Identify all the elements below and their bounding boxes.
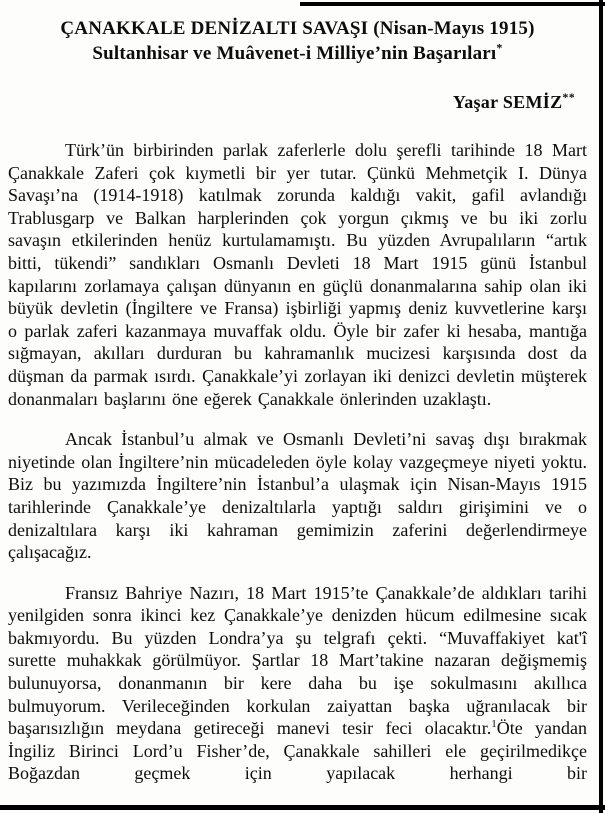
article-title-line1: ÇANAKKALE DENİZALTI SAVAŞI (Nisan-Mayıs 1915) [60,18,535,39]
article-title-line2 [8,41,587,66]
author-footnote-marker: ** [562,90,575,104]
paragraph-3-text-cont: Öte yandan İngiliz Birinci Lord’u Fisher’de, Çanakkale sahilleri ele geçirilmedikçe Boğazdan geçmek için yapılacak herhangi bir [8,718,588,784]
page-content [8,0,587,785]
paragraph-3-text: Fransız Bahriye Nazırı, 18 Mart 1915’te Çanakkale’de aldıkları tarihi yenilgiden sonra ikinci kez Çanakkale’ye denizden hücum edilmesine sıcak bakmıyordu. Bu yüzden Londra’ya şu telgrafı çekti. “Muvaffakiyet kat'î surette muhakkak görülmüyor. Şartlar 18 Mart’takine nazaran değişmemiş bulunuyorsa, donanmanın bir kere daha bu işe sokulmasını akıllıca bulmuyorum. Verileceğinden korkulan zaiyattan başka uğranılacak bir başarısızlığın meydana getireceği manevi tesir feci olacaktır. [8,582,587,739]
author-line [8,92,587,113]
scan-border-bottom [0,805,605,810]
footnote-ref-1: 1 [491,718,497,731]
paragraph-2: Ancak İstanbul’u almak ve Osmanlı Devleti’ni savaş dışı bırakmak niyetinde olan İngiltere’nin mücadeleden öyle kolay vazgeçmeye niyeti yoktu. Biz bu yazımızda İngiltere’nin İstanbul’a ulaşmak için Nisan-Mayıs 1915 tarihlerinde Çanakkale’ye denizaltılarla yaptığı saldırı girişimini ve o denizaltılara karşı iki kahraman gemimizin zaferini değerlendirmeye çalışacağız. [8,429,587,563]
paragraph-3 [8,582,587,785]
paragraph-1: Türk’ün birbirinden parlak zaferlerle dolu şerefli tarihinde 18 Mart Çanakkale Zaferi çok kıymetli bir yer tutar. Çünkü Mehmetçik I. Dünya Savaşı’na (1914-1918) katılmak zorunda kaldığı vakit, gafil avlandığı Trablusgarp ve Balkan harplerinden çok yorgun çıkmış ve bu iki zorlu savaşın etkilerinden henüz kurtulamamıştı. Bu yüzden Avrupalıların “artık bitti, tükendi” sandıkları Osmanlı Devleti 18 Mart 1915 günü İstanbul kapılarını zorlamaya çalışan dünyanın en güçlü donanmalarına sahip olan iki büyük devletin (İngiltere ve Fransa) işbirliği yapmış deniz kuvvetlerine karşı o parlak zaferi kazanmaya muvaffak oldu. Öyle bir zafer ki hesaba, mantığa sığmayan, akılları durduran bu kahramanlık mucizesi karşısında dost da düşman da parmak ısırdı. Çanakkale’yi zorlayan iki denizci devletin müşterek donanmaları başlarını öne eğerek Çanakkale önlerinden uzaklaştı. [8,140,587,409]
article-title [8,16,587,66]
scan-border-right [599,0,603,813]
title-footnote-marker: * [496,40,503,55]
author-name: Yaşar SEMİZ [452,92,563,112]
article-subtitle-text: Sultanhisar ve Muâvenet-i Milliye’nin Başarıları [92,43,497,64]
